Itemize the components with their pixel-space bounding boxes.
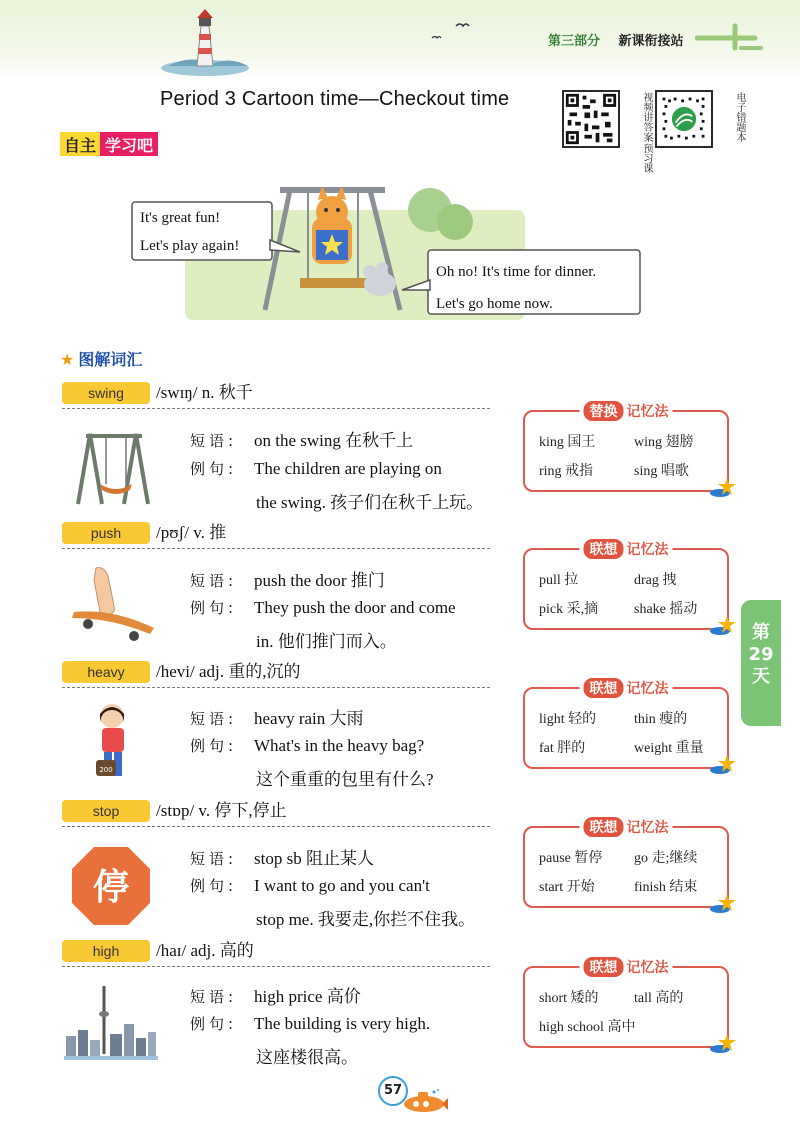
section-badge-part-b: 学习吧: [100, 132, 158, 156]
example-line-cont: in. 他们推门而入。: [256, 632, 397, 651]
example-line: 例句: I want to go and you can't: [190, 876, 430, 895]
memory-box: [523, 681, 729, 769]
header-title: 新课衔接站: [618, 34, 684, 49]
submarine-icon: [398, 1088, 448, 1114]
star-ship-icon: [709, 614, 737, 636]
phrase-line: 短语: on the swing 在秋千上: [190, 431, 414, 450]
stop-sign-icon: [70, 845, 152, 927]
example-line: 例句: They push the door and come: [190, 598, 456, 617]
word-pill: high: [62, 940, 150, 962]
day-tab: 第 29 天: [741, 600, 781, 726]
section-heading: ★ 图解词汇: [60, 350, 143, 369]
example-line-cont: 这座楼很高。: [256, 1048, 358, 1067]
word-pill: stop: [62, 800, 150, 822]
swing-icon: [72, 428, 154, 506]
stop-sign-char: 停: [92, 867, 130, 908]
dashed-divider: [62, 548, 490, 549]
memory-box-title: 联想 记忆法: [580, 539, 673, 559]
word-pill: swing: [62, 382, 150, 404]
memory-box: [523, 404, 729, 492]
header-deco-icon: [695, 22, 765, 52]
speech-bubble-left: It's great fun! Let's play again!: [140, 210, 240, 254]
word-phonetic: /swɪŋ/ n. 秋千: [156, 383, 253, 402]
memory-words: light 轻的 thin 瘦的 fat 胖的 weight 重量: [539, 712, 704, 756]
phrase-line: 短语: stop sb 阻止某人: [190, 849, 374, 868]
star-ship-icon: [709, 476, 737, 498]
memory-box-title: 联想 记忆法: [580, 957, 673, 977]
phrase-line: 短语: high price 高价: [190, 987, 361, 1006]
header-section: [548, 30, 684, 49]
memory-box: [523, 542, 729, 630]
word-phonetic: /stɒp/ v. 停下,停止: [156, 801, 287, 820]
lighthouse-icon: [160, 6, 250, 76]
memory-words: king 国王 wing 翅膀 ring 戒指 sing 唱歌: [539, 435, 694, 479]
section-badge: [60, 132, 158, 156]
page-number: 57: [378, 1076, 408, 1106]
example-line: 例句: What's in the heavy bag?: [190, 736, 425, 755]
dashed-divider: [62, 826, 490, 827]
example-line: 例句: The children are playing on: [190, 459, 442, 478]
qr-label-left: 视频讲答案 预习课: [641, 92, 652, 173]
qr-code-2-icon[interactable]: [655, 90, 713, 148]
memory-words: short 矮的 tall 高的 high school 高中: [539, 991, 684, 1035]
qr-code-icon[interactable]: [562, 90, 620, 148]
skateboard-hand-icon: [70, 566, 156, 642]
section-badge-part-a: 自主: [60, 132, 100, 156]
memory-words: pause 暂停 go 走;继续 start 开始 finish 结束: [539, 851, 698, 895]
speech-bubble-right: Oh no! It's time for dinner. Let's go home now.: [436, 264, 597, 312]
memory-words: pull 拉 drag 拽 pick 采,摘 shake 摇动: [539, 573, 698, 617]
memory-box-title: 联想 记忆法: [580, 817, 673, 837]
star-icon: ★: [60, 350, 75, 369]
example-line: 例句: The building is very high.: [190, 1014, 431, 1033]
period-title: Period 3 Cartoon time—Checkout time: [160, 88, 510, 110]
example-line-cont: the swing. 孩子们在秋千上玩。: [256, 493, 484, 512]
phrase-line: 短语: heavy rain 大雨: [190, 709, 364, 728]
example-line-cont: stop me. 我要走,你拦不住我。: [256, 910, 476, 929]
qr-label-right: 电子错题本: [734, 92, 745, 142]
example-line-cont: 这个重重的包里有什么?: [256, 770, 434, 789]
memory-box: [523, 820, 729, 908]
star-ship-icon: [709, 892, 737, 914]
star-ship-icon: [709, 753, 737, 775]
city-skyline-icon: [64, 984, 158, 1062]
dashed-divider: [62, 408, 490, 409]
girl-carrying-bag-icon: [88, 700, 138, 784]
word-phonetic: /pʊʃ/ v. 推: [156, 523, 227, 542]
word-phonetic: /haɪ/ adj. 高的: [156, 941, 254, 960]
header-part: 第三部分: [548, 34, 601, 49]
dashed-divider: [62, 687, 490, 688]
star-ship-icon: [709, 1032, 737, 1054]
phrase-line: 短语: push the door 推门: [190, 571, 385, 590]
memory-box: [523, 960, 729, 1048]
bag-label: 200: [99, 766, 113, 774]
memory-box-title: 替换 记忆法: [580, 401, 673, 421]
word-pill: heavy: [62, 661, 150, 683]
memory-box-title: 联想 记忆法: [580, 678, 673, 698]
birds-icon: [430, 20, 470, 45]
dashed-divider: [62, 966, 490, 967]
word-pill: push: [62, 522, 150, 544]
word-phonetic: /hevi/ adj. 重的,沉的: [156, 662, 301, 681]
